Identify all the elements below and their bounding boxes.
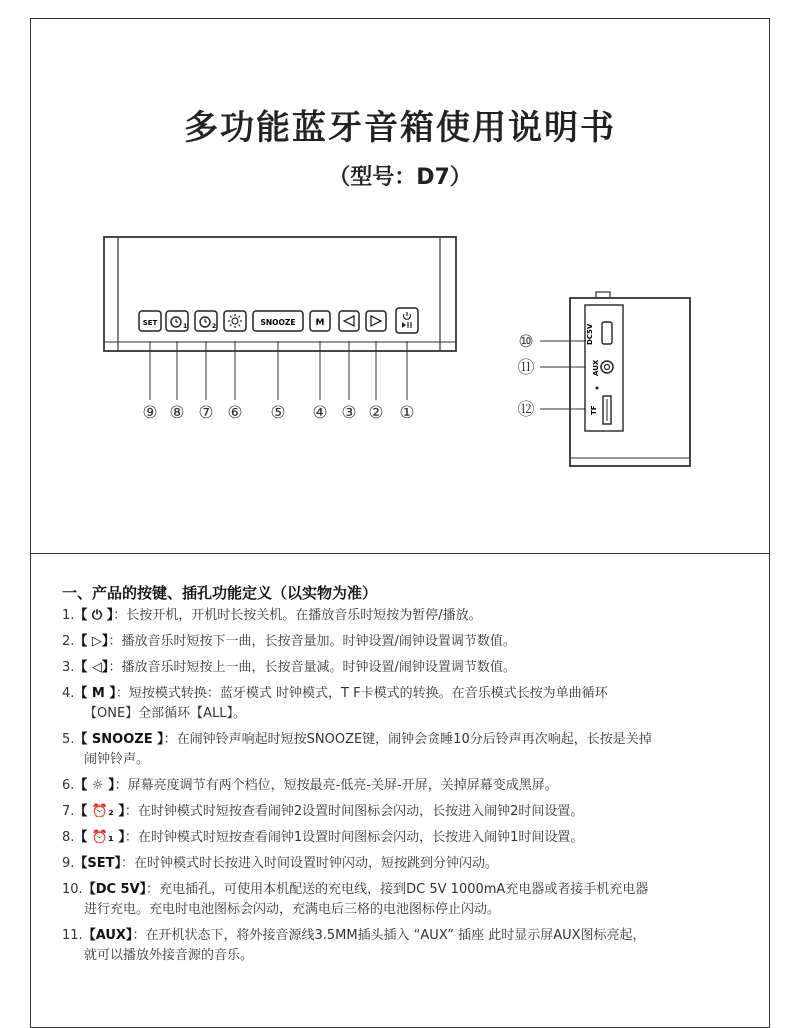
button-alarm-1 — [166, 311, 188, 331]
dc5v-port — [586, 322, 612, 345]
callout-11: ⑪ — [517, 358, 535, 378]
button-power — [396, 308, 418, 333]
front-view — [104, 237, 456, 423]
button-snooze — [253, 311, 303, 331]
function-list — [62, 606, 762, 972]
callout-3: ③ — [341, 403, 357, 423]
callout-9: ⑨ — [142, 403, 158, 423]
button-previous — [339, 311, 359, 331]
side-view — [518, 292, 691, 466]
callout-lines — [150, 341, 407, 400]
callout-7: ⑦ — [198, 403, 214, 423]
button-mode — [310, 311, 330, 331]
list-item: 7.【 ⏰₂ 】：在时钟模式时短按查看闹钟2设置时间图标会闪动，长按进入闹钟2时间设置。 — [62, 804, 584, 819]
button-alarm-2 — [195, 311, 217, 331]
section-heading: 一、产品的按键、插孔功能定义（以实物为准） — [62, 584, 378, 602]
button-set — [139, 311, 161, 331]
list-item: 1.【 ⏻ 】：长按开机，开机时长按关机。在播放音乐时短按为暂停/播放。 — [62, 608, 482, 623]
model-subtitle: （型号：D7） — [328, 165, 472, 190]
dc5v-label: DC5V — [586, 323, 594, 345]
svg-text:2: 2 — [212, 323, 217, 330]
list-item: 11.【AUX】：在开机状态下，将外接音源线3.5MM插头插入 “AUX” 插座 此时显示屏AUX图标亮起， 就可以播放外接音源的音乐。 — [62, 928, 646, 963]
list-item: 5.【 SNOOZE 】：在闹钟铃声响起时短按SNOOZE键，闹钟会贪睡10分后铃声再次响起，长按是关掉 闹钟铃声。 — [62, 732, 652, 767]
aux-port — [592, 359, 613, 389]
callout-4: ④ — [312, 403, 328, 423]
set-button-label: SET — [142, 319, 158, 327]
callout-1: ① — [399, 403, 415, 423]
list-item: 2.【 ▷】：播放音乐时短按下一曲，长按音量加。时钟设置/闹钟设置调节数值。 — [62, 634, 516, 649]
callout-10: ⑩ — [518, 332, 534, 352]
tf-slot — [590, 396, 611, 424]
callout-5: ⑤ — [270, 403, 286, 423]
list-item: 3.【 ◁】：播放音乐时短按上一曲，长按音量减。时钟设置/闹钟设置调节数值。 — [62, 660, 516, 675]
callout-6: ⑥ — [227, 403, 243, 423]
list-item: 9.【SET】：在时钟模式时长按进入时间设置时钟闪动，短按跳到分钟闪动。 — [62, 856, 499, 871]
callout-12: ⑫ — [517, 400, 535, 420]
list-item: 4.【 M 】：短按模式转换：蓝牙模式 时钟模式，T F卡模式的转换。在音乐模式长按为单曲循环 【ONE】全部循环【ALL】。 — [62, 686, 608, 721]
page-title: 多功能蓝牙音箱使用说明书 — [184, 108, 616, 148]
snooze-button-label: SNOOZE — [260, 318, 296, 327]
callout-8: ⑧ — [169, 403, 185, 423]
button-brightness — [224, 311, 246, 331]
svg-text:1: 1 — [183, 323, 188, 330]
list-item: 10.【DC 5V】：充电插孔，可使用本机配送的充电线，接到DC 5V 1000mA充电器或者接手机充电器 进行充电。充电时电池图标会闪动，充满电后三格的电池图标停止闪动。 — [62, 882, 649, 917]
tf-label: TF — [590, 405, 598, 415]
button-next — [366, 311, 386, 331]
list-item: 6.【 ☼ 】：屏幕亮度调节有两个档位，短按最亮-低亮-关屏-开屏，关掉屏幕变成黑屏。 — [62, 778, 558, 793]
list-item: 8.【 ⏰₁ 】：在时钟模式时短按查看闹钟1设置时间图标会闪动，长按进入闹钟1时间设置。 — [62, 830, 584, 845]
aux-label: AUX — [592, 359, 600, 376]
mode-button-label: M — [315, 318, 325, 328]
callout-2: ② — [368, 403, 384, 423]
